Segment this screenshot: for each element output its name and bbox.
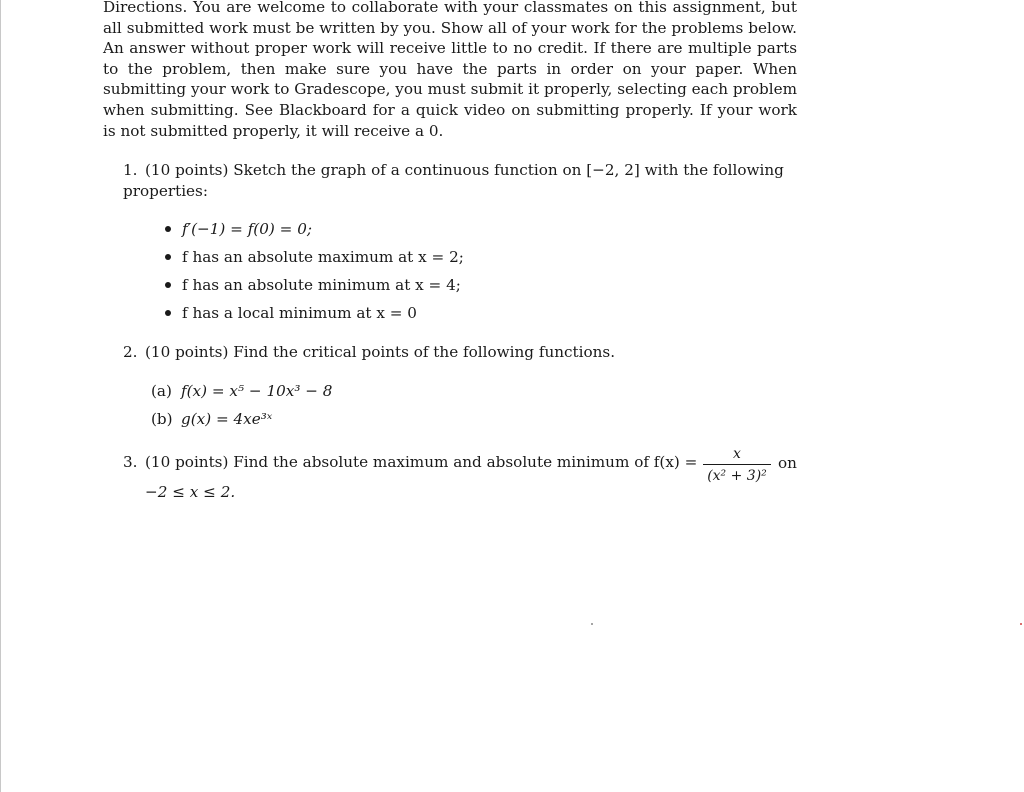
directions-paragraph: Directions. You are welcome to collaborate with your classmates on this assignment, but all submitted work must be written by you. Show all of your work for the problems below. An answer without proper work will receive little to no credit. If there are multiple parts to the problem, then make sure you have the parts in order on your paper. When submitting your work to Gradescope, you must submit it properly, selecting each problem when submitting. See Blackboard for a quick video on submitting properly. If your work is not submitted properly, it will receive a 0.	[103, 0, 797, 140]
list-item	[151, 377, 751, 405]
fraction-denominator: (x² + 3)²	[707, 468, 767, 484]
list-item	[151, 405, 751, 433]
problem-1	[123, 160, 797, 201]
bullet-icon	[165, 282, 171, 288]
list-item	[165, 299, 765, 327]
bullet-icon	[165, 226, 171, 232]
property-2: f has an absolute maximum at x = 2;	[182, 248, 464, 266]
problem-3-interval: −2 ≤ x ≤ 2.	[145, 483, 236, 501]
problem-2-number: 2.	[123, 343, 138, 361]
page-left-edge	[0, 0, 1, 792]
problem-2-text: (10 points) Find the critical points of the following functions.	[145, 343, 616, 361]
part-a-expression: f(x) = x⁵ − 10x³ − 8	[181, 382, 333, 400]
problem-3-text: (10 points) Find the absolute maximum and absolute minimum of f(x) =	[145, 453, 698, 471]
property-3: f has an absolute minimum at x = 4;	[182, 276, 461, 294]
part-a-label: (a)	[151, 382, 172, 400]
property-1: f′(−1) = f(0) = 0;	[182, 220, 312, 238]
problem-3-on-word: on	[778, 454, 797, 472]
problem-3-fraction	[703, 446, 771, 485]
scan-speck-red	[1020, 623, 1022, 625]
fraction-numerator: x	[733, 446, 741, 462]
list-item	[165, 271, 765, 299]
problem-3-number: 3.	[123, 453, 138, 471]
bullet-icon	[165, 254, 171, 260]
part-b-expression: g(x) = 4xe³ˣ	[181, 410, 273, 428]
problem-1-properties-list	[165, 215, 765, 327]
property-4: f has a local minimum at x = 0	[182, 304, 417, 322]
list-item	[165, 243, 765, 271]
bullet-icon	[165, 310, 171, 316]
problem-1-text: (10 points) Sketch the graph of a continuous function on [−2, 2] with the following properties:	[123, 161, 784, 200]
list-item	[165, 215, 765, 243]
problem-3	[123, 452, 697, 472]
scan-speck	[591, 623, 593, 625]
fraction-bar	[703, 464, 771, 465]
problem-2	[123, 342, 797, 363]
problem-1-number: 1.	[123, 161, 138, 179]
part-b-label: (b)	[151, 410, 173, 428]
problem-2-parts	[151, 377, 751, 433]
